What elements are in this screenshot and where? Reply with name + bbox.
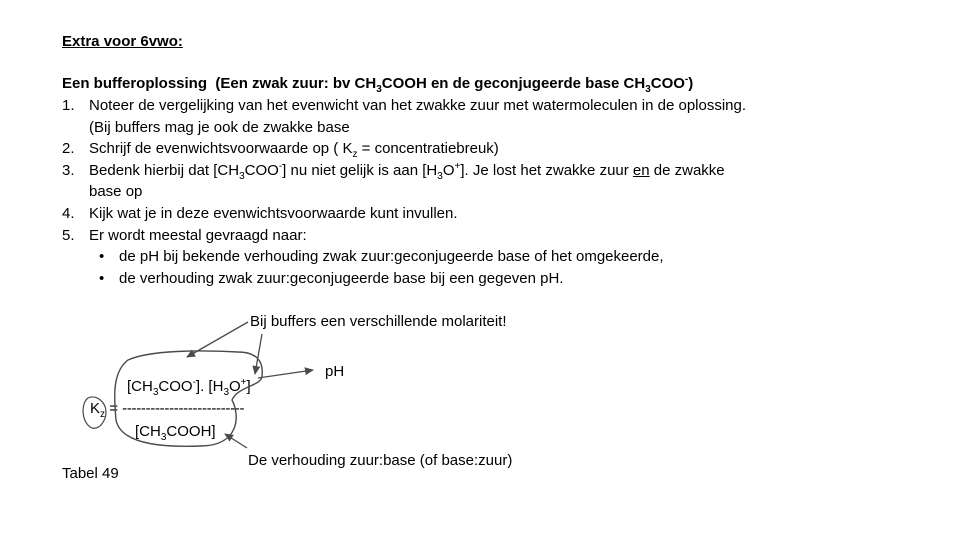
bullet-text: de pH bij bekende verhouding zwak zuur:geconjugeerde base of het omgekeerde, xyxy=(119,248,664,266)
step-text: Kijk wat je in deze evenwichtsvoorwaarde kunt invullen. xyxy=(89,204,458,222)
step-underlined-word: en xyxy=(632,161,650,179)
kz-sub: z xyxy=(100,409,106,420)
step-sup-1: - xyxy=(278,160,283,172)
heading: Extra voor 6vwo: xyxy=(62,33,183,50)
step-sub: z xyxy=(352,149,358,161)
num-sup-2: + xyxy=(240,377,247,388)
step-text-b: = concentratiebreuk) xyxy=(357,140,499,158)
intro-mid-2: COO xyxy=(650,75,685,92)
step-text-c: ] nu niet gelijk is aan [H xyxy=(282,161,438,179)
ratio-label: De verhouding zuur:base (of base:zuur) xyxy=(248,452,513,469)
intro-mid: COOH en de geconjugeerde base CH xyxy=(381,75,646,92)
num-part-d: O xyxy=(229,378,241,395)
intro-sub-1: 3 xyxy=(376,84,382,95)
den-part-a: [CH xyxy=(135,423,161,440)
step-sub-2: 3 xyxy=(437,170,443,182)
molarity-note: Bij buffers een verschillende molariteit! xyxy=(250,313,507,330)
den-sub: 3 xyxy=(160,432,167,443)
step-text: Bedenk hierbij dat [CH xyxy=(89,161,240,179)
num-part-a: [CH xyxy=(127,378,153,395)
step-text-e: ]. Je lost het zwakke zuur xyxy=(460,161,633,179)
num-sub-2: 3 xyxy=(223,387,229,398)
num-part-b: COO xyxy=(158,378,193,395)
step-number: 3. xyxy=(62,161,75,179)
ratio-loop xyxy=(115,351,263,446)
bullet-icon: • xyxy=(99,269,105,287)
equals-sign: = xyxy=(109,400,123,417)
step-number: 4. xyxy=(62,204,75,222)
kz-symbol: K xyxy=(90,400,101,417)
ph-label: pH xyxy=(325,363,345,380)
step-text: Er wordt meestal gevraagd naar: xyxy=(89,226,307,244)
den-part-b: COOH] xyxy=(166,423,216,440)
num-sub-1: 3 xyxy=(152,387,159,398)
num-sup-1: - xyxy=(192,377,196,388)
intro-paren-open: (Een zwak zuur: bv CH xyxy=(215,75,377,92)
num-part-e: ] xyxy=(246,378,251,395)
step-sup-2: + xyxy=(454,160,461,172)
intro-paren-close: ) xyxy=(688,75,694,92)
arrow-molarity-down xyxy=(255,334,262,374)
table-label: Tabel 49 xyxy=(62,465,119,482)
intro-lead: Een bufferoplossing xyxy=(62,75,208,92)
step-number: 5. xyxy=(62,226,75,244)
bullet-icon: • xyxy=(99,248,105,266)
step-text-d: O xyxy=(442,161,455,179)
arrow-to-ph xyxy=(258,370,313,378)
step-sub-1: 3 xyxy=(239,170,245,182)
fraction-line: -------------------------- xyxy=(122,400,245,417)
bullet-text: de verhouding zwak zuur:geconjugeerde base bij een gegeven pH. xyxy=(119,269,564,287)
arrow-ratio-label xyxy=(225,434,247,448)
step-number: 2. xyxy=(62,140,75,158)
step-number: 1. xyxy=(62,97,75,114)
step-text: Noteer de vergelijking van het evenwicht van het zwakke zuur met watermoleculen in de oplossing. (Bij buffers mag je ook de zwakke base xyxy=(89,97,747,136)
intro-sup-1: - xyxy=(684,74,689,85)
step-text: Schrijf de evenwichtsvoorwaarde op ( K xyxy=(89,140,353,158)
kz-loop xyxy=(83,397,106,428)
step-text-b: COO xyxy=(244,161,279,179)
num-part-c: ]. [H xyxy=(195,378,224,395)
step-text-f: de zwakke base op xyxy=(89,161,725,201)
intro-sub-2: 3 xyxy=(645,84,651,95)
